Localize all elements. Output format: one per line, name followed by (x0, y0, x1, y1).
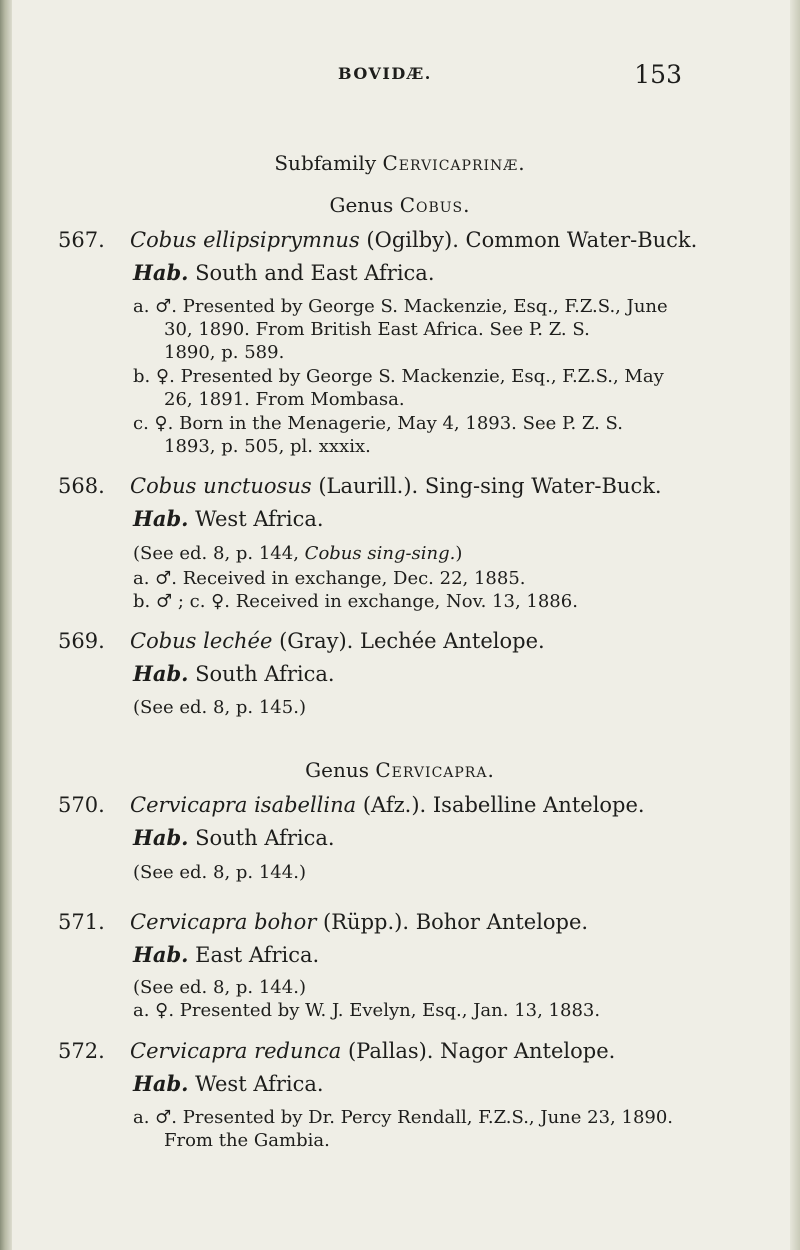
genus-heading-cervicapra: Genus Cervicapra. (305, 758, 495, 782)
common-name: Bohor Antelope. (415, 910, 589, 934)
entry-568-see-reference: (See ed. 8, p. 144, Cobus sing-sing.) (133, 543, 463, 564)
page-number: 153 (634, 60, 682, 89)
species-binomial: Cobus unctuosus (130, 474, 312, 498)
species-binomial: Cervicapra bohor (130, 910, 317, 934)
entry-572-heading: 572. Cervicapra redunca (Pallas). Nagor Antelope. (58, 1039, 616, 1063)
entry-number: 571. (58, 910, 105, 934)
specimen-line: b. ♂ ; c. ♀. Received in exchange, Nov. 13, 1886. (133, 591, 578, 612)
specimen-line: 30, 1890. From British East Africa. See P. Z. S. (164, 319, 590, 340)
species-binomial: Cobus ellipsiprymnus (130, 228, 360, 252)
specimen-line: 1893, p. 505, pl. xxxix. (164, 436, 371, 457)
subfamily-name: Cervicaprinæ. (382, 151, 526, 175)
subfamily-heading: Subfamily Cervicaprinæ. (274, 151, 526, 175)
entry-number: 572. (58, 1039, 105, 1063)
specimen-line: 1890, p. 589. (164, 342, 285, 363)
entry-571-habitat: Hab. East Africa. (133, 942, 320, 967)
entry-number: 568. (58, 474, 105, 498)
entry-570-habitat: Hab. South Africa. (133, 825, 335, 850)
running-head (0, 60, 800, 90)
specimen-line: a. ♂. Presented by George S. Mackenzie, Esq., F.Z.S., June (133, 296, 668, 317)
genus-heading-cobus: Genus Cobus. (329, 193, 471, 217)
entry-number: 567. (58, 228, 105, 252)
entry-569-see-reference: (See ed. 8, p. 145.) (133, 697, 306, 718)
running-title: BOVIDÆ. (338, 64, 432, 83)
common-name: Sing-sing Water-Buck. (424, 474, 662, 498)
entry-570-heading: 570. Cervicapra isabellina (Afz.). Isabelline Antelope. (58, 793, 645, 817)
entry-568-heading: 568. Cobus unctuosus (Laurill.). Sing-sing Water-Buck. (58, 474, 662, 498)
common-name: Lechée Antelope. (360, 629, 545, 653)
entry-567-heading: 567. Cobus ellipsiprymnus (Ogilby). Common Water-Buck. (58, 228, 698, 252)
entry-570-see-reference: (See ed. 8, p. 144.) (133, 862, 306, 883)
specimen-line: a. ♂. Presented by Dr. Percy Rendall, F.Z.S., June 23, 1890. (133, 1107, 674, 1128)
common-name: Isabelline Antelope. (432, 793, 645, 817)
species-binomial: Cervicapra redunca (130, 1039, 342, 1063)
entry-569-habitat: Hab. South Africa. (133, 661, 335, 686)
entry-569-heading: 569. Cobus lechée (Gray). Lechée Antelope. (58, 629, 545, 653)
entry-number: 570. (58, 793, 105, 817)
specimen-line: a. ♀. Presented by W. J. Evelyn, Esq., Jan. 13, 1883. (133, 1000, 601, 1021)
specimen-line: 26, 1891. From Mombasa. (164, 389, 405, 410)
entry-571-see-reference: (See ed. 8, p. 144.) (133, 977, 306, 998)
entry-567-habitat: Hab. South and East Africa. (133, 260, 435, 285)
entry-571-heading: 571. Cervicapra bohor (Rüpp.). Bohor Antelope. (58, 910, 589, 934)
genus-name: Cervicapra. (375, 758, 495, 782)
species-binomial: Cervicapra isabellina (130, 793, 357, 817)
entry-number: 569. (58, 629, 105, 653)
specimen-line: From the Gambia. (164, 1130, 330, 1151)
specimen-line: c. ♀. Born in the Menagerie, May 4, 1893. See P. Z. S. (133, 413, 623, 434)
common-name: Nagor Antelope. (440, 1039, 616, 1063)
entry-572-habitat: Hab. West Africa. (133, 1071, 324, 1096)
genus-name: Cobus. (399, 193, 471, 217)
species-binomial: Cobus lechée (130, 629, 273, 653)
common-name: Common Water-Buck. (465, 228, 698, 252)
entry-568-habitat: Hab. West Africa. (133, 506, 324, 531)
specimen-line: a. ♂. Received in exchange, Dec. 22, 1885. (133, 568, 526, 589)
specimen-line: b. ♀. Presented by George S. Mackenzie, Esq., F.Z.S., May (133, 366, 664, 387)
